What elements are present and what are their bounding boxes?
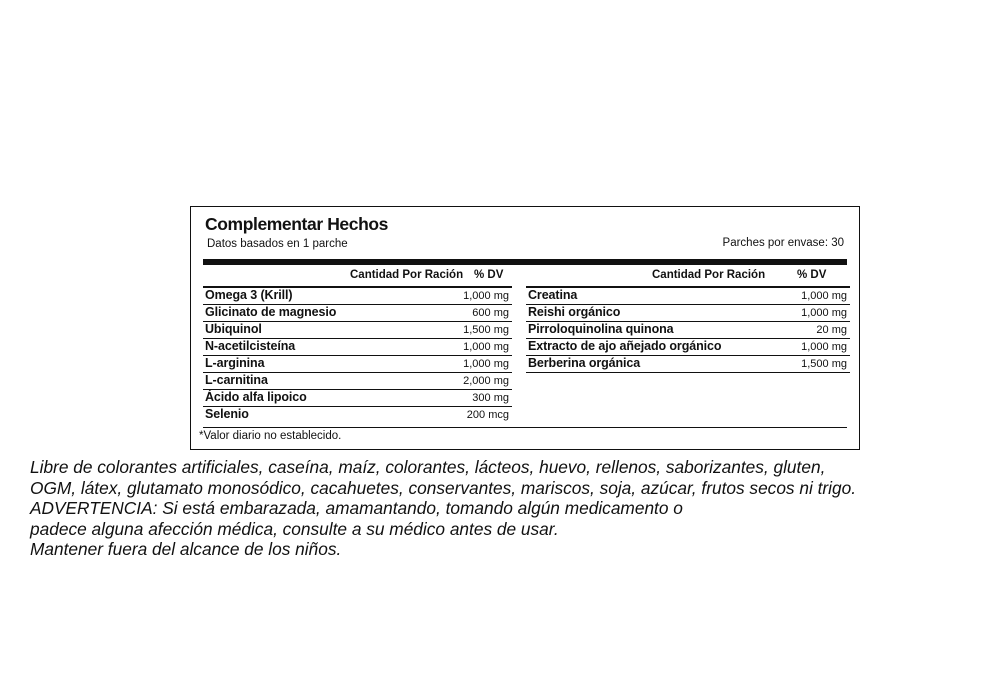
ingredient-name: L-carnitina bbox=[205, 373, 268, 387]
ingredient-name: L-arginina bbox=[205, 356, 265, 370]
ingredient-row bbox=[203, 305, 512, 322]
ingredient-row bbox=[203, 322, 512, 339]
ingredient-row bbox=[203, 390, 512, 407]
ingredient-name: Reishi orgánico bbox=[528, 305, 621, 319]
ingredient-row bbox=[526, 356, 850, 373]
ingredient-row bbox=[203, 288, 512, 305]
ingredient-row bbox=[203, 356, 512, 373]
header-amount: Cantidad Por Ración bbox=[350, 269, 464, 281]
ingredient-row bbox=[526, 305, 850, 322]
ingredient-row bbox=[526, 288, 850, 305]
ingredient-amount: 1,000 mg bbox=[463, 290, 509, 302]
ingredient-row bbox=[203, 407, 512, 423]
left-column bbox=[203, 267, 512, 423]
ingredient-amount: 1,000 mg bbox=[801, 307, 847, 319]
footnote-divider bbox=[203, 427, 847, 428]
ingredient-amount: 600 mg bbox=[472, 307, 509, 319]
right-column-header bbox=[526, 267, 850, 288]
allergen-note-line-2: OGM, látex, glutamato monosódico, cacahuetes, conservantes, mariscos, soja, azúcar, frutos secos ni trigo. bbox=[30, 477, 857, 498]
ingredient-amount: 300 mg bbox=[472, 392, 509, 404]
ingredient-row bbox=[203, 373, 512, 390]
warning-line-1: ADVERTENCIA: Si está embarazada, amamantando, tomando algún medicamento o bbox=[30, 498, 683, 518]
ingredient-amount: 200 mcg bbox=[466, 409, 509, 421]
ingredient-row bbox=[526, 339, 850, 356]
panel-title: Complementar Hechos bbox=[205, 214, 389, 234]
supplement-facts-panel bbox=[190, 206, 860, 450]
warning-line-2: padece alguna afección médica, consulte a su médico antes de usar. bbox=[30, 518, 559, 539]
ingredient-name: Berberina orgánica bbox=[528, 356, 641, 370]
ingredient-name: Creatina bbox=[528, 288, 578, 302]
allergen-note-line-1: Libre de colorantes artificiales, caseína, maíz, colorantes, lácteos, huevo, rellenos, saborizantes, gluten, bbox=[30, 457, 826, 477]
right-column bbox=[526, 267, 850, 373]
servings-per-container: Parches por envase: 30 bbox=[722, 237, 844, 249]
ingredient-row bbox=[203, 339, 512, 356]
ingredient-amount: 1,000 mg bbox=[463, 341, 509, 353]
disclaimer-notes bbox=[30, 457, 990, 560]
ingredient-row bbox=[526, 322, 850, 339]
thick-divider bbox=[203, 259, 847, 265]
header-dv: % DV bbox=[474, 269, 504, 281]
footnote: *Valor diario no establecido. bbox=[199, 430, 342, 442]
ingredient-name: Pirroloquinolina quinona bbox=[528, 322, 674, 336]
header-dv: % DV bbox=[797, 269, 827, 281]
ingredient-name: Omega 3 (Krill) bbox=[205, 288, 293, 302]
ingredient-name: Ubiquinol bbox=[205, 322, 262, 336]
ingredient-name: Extracto de ajo añejado orgánico bbox=[528, 339, 722, 353]
ingredient-name: Glicinato de magnesio bbox=[205, 305, 337, 319]
ingredient-amount: 20 mg bbox=[816, 324, 847, 336]
ingredient-amount: 1,000 mg bbox=[801, 341, 847, 353]
ingredient-name: Selenio bbox=[205, 407, 249, 421]
left-column-header bbox=[203, 267, 512, 288]
children-warning: Mantener fuera del alcance de los niños. bbox=[30, 539, 342, 559]
serving-basis: Datos basados en 1 parche bbox=[207, 238, 348, 250]
ingredient-amount: 1,500 mg bbox=[801, 358, 847, 370]
ingredient-amount: 1,000 mg bbox=[463, 358, 509, 370]
ingredient-name: Ácido alfa lipoico bbox=[205, 390, 307, 404]
header-amount: Cantidad Por Ración bbox=[652, 269, 766, 281]
ingredient-amount: 2,000 mg bbox=[463, 375, 509, 387]
ingredient-amount: 1,500 mg bbox=[463, 324, 509, 336]
ingredient-amount: 1,000 mg bbox=[801, 290, 847, 302]
ingredient-name: N-acetilcisteína bbox=[205, 339, 296, 353]
